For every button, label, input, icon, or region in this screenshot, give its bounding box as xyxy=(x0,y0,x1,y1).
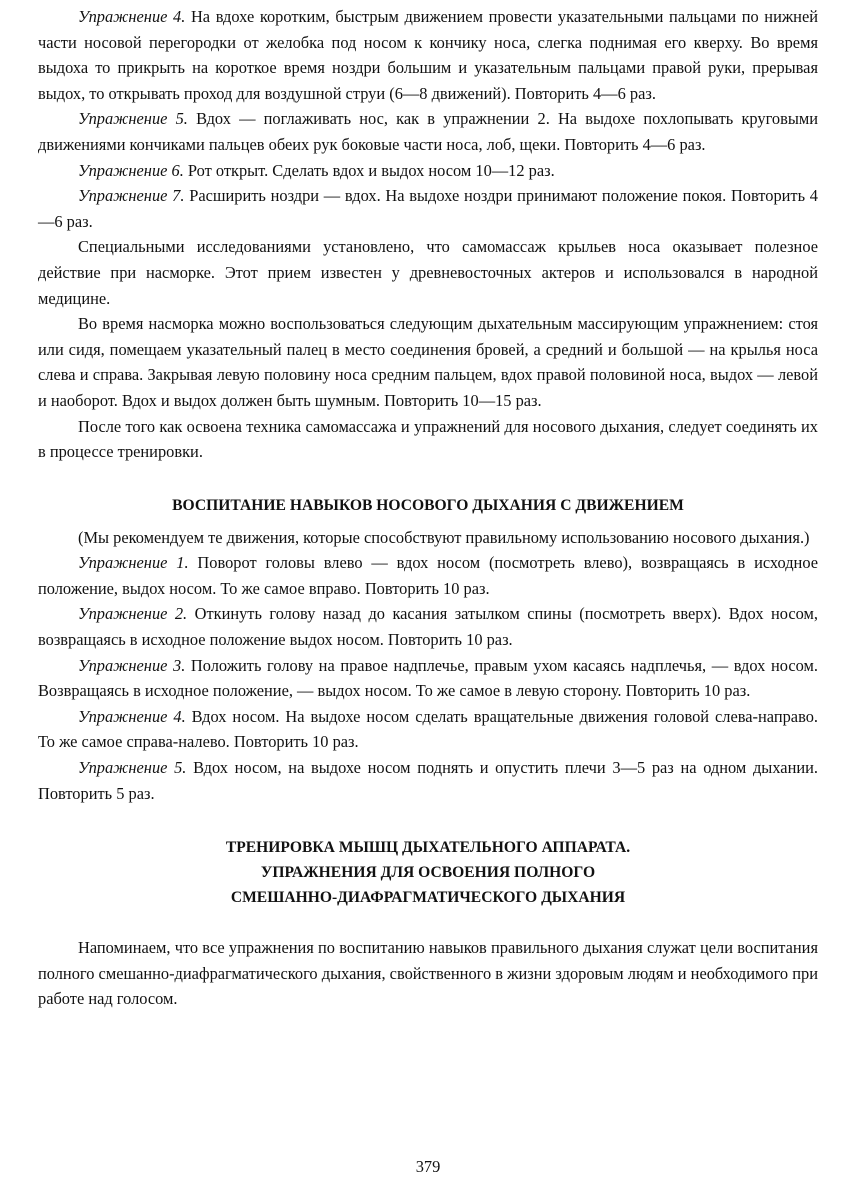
section-intro: (Мы рекомендуем те движения, которые способствуют правильному использованию носового дыхания.) xyxy=(78,527,810,547)
reminder-paragraph: Напоминаем, что все упражнения по воспитанию навыков правильного дыхания служат цели воспитания полного смешанно-диафрагматического дыхания, свойственного в жизни здоровым людям и необходимого при работе над голосом. xyxy=(38,938,818,1009)
exercise-text: Вдох носом. На выдохе носом сделать вращательные движения головой слева-направо. То же самое справа-налево. Повторить 10 раз. xyxy=(38,706,818,752)
combination-paragraph: После того как освоена техника самомассажа и упражнений для носового дыхания, следует соединять их в процессе тренировки. xyxy=(38,416,818,462)
runny-nose-paragraph: Во время насморка можно воспользоваться следующим дыхательным массирующим упражнением: стоя или сидя, помещаем указательный палец в место соединения бровей, а средний и большой — на крылья носа слева и справа. Закрывая левую половину носа средним пальцем, вдох правой половиной носа, выдох — левой и наоборот. Вдох и выдох должен быть шумным. Повторить 10—15 раз. xyxy=(38,314,818,410)
exercise-label: Упражнение 2. xyxy=(78,604,188,624)
movement-exercise-5 xyxy=(38,755,818,806)
exercise-7-paragraph xyxy=(38,183,818,234)
exercise-label: Упражнение 1. xyxy=(78,553,189,573)
exercise-text: Рот открыт. Сделать вдох и выдох носом 10—12 раз. xyxy=(183,160,555,180)
self-massage-paragraph: Специальными исследованиями установлено, что самомассаж крыльев носа оказывает полезное действие при насморке. Этот прием известен у древневосточных актеров и использовался в народной медицине. xyxy=(38,237,818,308)
heading-line-1: ТРЕНИРОВКА МЫШЦ ДЫХАТЕЛЬНОГО АППАРАТА. xyxy=(225,839,631,857)
exercise-text: Вдох — поглаживать нос, как в упражнении 2. На выдохе похлопывать круговыми движениями кончиками пальцев обеих рук боковые части носа, лоб, щеки. Повторить 4—6 раз. xyxy=(38,109,818,154)
movement-exercise-2 xyxy=(38,601,818,652)
movement-exercise-4 xyxy=(38,704,818,755)
page-number: 379 xyxy=(415,1157,441,1176)
heading-line-2: УПРАЖНЕНИЯ ДЛЯ ОСВОЕНИЯ ПОЛНОГО xyxy=(260,864,596,882)
exercise-label: Упражнение 7. xyxy=(78,186,185,206)
movement-exercise-3 xyxy=(38,653,818,704)
exercise-label: Упражнение 4. xyxy=(78,706,186,726)
exercise-label: Упражнение 5. xyxy=(78,109,188,129)
exercise-text: На вдохе коротким, быстрым движением провести указательными пальцами по нижней части носовой перегородки от желобка под носом к кончику носа, слегка поднимая его кверху. Во время выдоха то прикрыть на короткое время ноздри большим и указательным пальцами правой руки, прерывая выдох, то открывать проход для воздушной струи (6—8 движений). Повторить 4—6 раз. xyxy=(38,7,818,103)
section-heading: ВОСПИТАНИЕ НАВЫКОВ НОСОВОГО ДЫХАНИЯ С ДВИЖЕНИЕМ xyxy=(172,496,684,514)
exercise-text: Вдох носом, на выдохе носом поднять и опустить плечи 3—5 раз на одном дыхании. Повторить 5 раз. xyxy=(38,758,818,803)
exercise-label: Упражнение 3. xyxy=(78,655,186,675)
exercise-text: Положить голову на правое надплечье, правым ухом касаясь надплечья, — вдох носом. Возвращаясь в исходное положение, — выдох носом. То же самое в левую сторону. Повторить 10 раз. xyxy=(38,655,818,701)
movement-exercise-1 xyxy=(38,550,818,601)
exercise-label: Упражнение 6. xyxy=(78,160,184,180)
exercise-6-paragraph xyxy=(38,158,818,184)
exercise-text: Расширить ноздри — вдох. На выдохе ноздри принимают положение покоя. Повторить 4—6 раз. xyxy=(38,186,818,231)
exercise-text: Поворот головы влево — вдох носом (посмотреть влево), возвращаясь в исходное положение, выдох носом. То же самое вправо. Повторить 10 раз. xyxy=(38,553,818,598)
exercise-label: Упражнение 4. xyxy=(78,7,186,26)
section-heading-training xyxy=(38,835,818,910)
exercise-4-paragraph xyxy=(38,4,818,106)
exercise-text: Откинуть голову назад до касания затылком спины (посмотреть вверх). Вдох носом, возвращаясь в исходное положение выдох носом. Повторить 10 раз. xyxy=(38,604,818,650)
heading-line-3: СМЕШАННО-ДИАФРАГМАТИЧЕСКОГО ДЫХАНИЯ xyxy=(230,889,626,907)
exercise-label: Упражнение 5. xyxy=(78,758,187,778)
page-body xyxy=(38,4,818,1012)
exercise-5-paragraph xyxy=(38,106,818,157)
